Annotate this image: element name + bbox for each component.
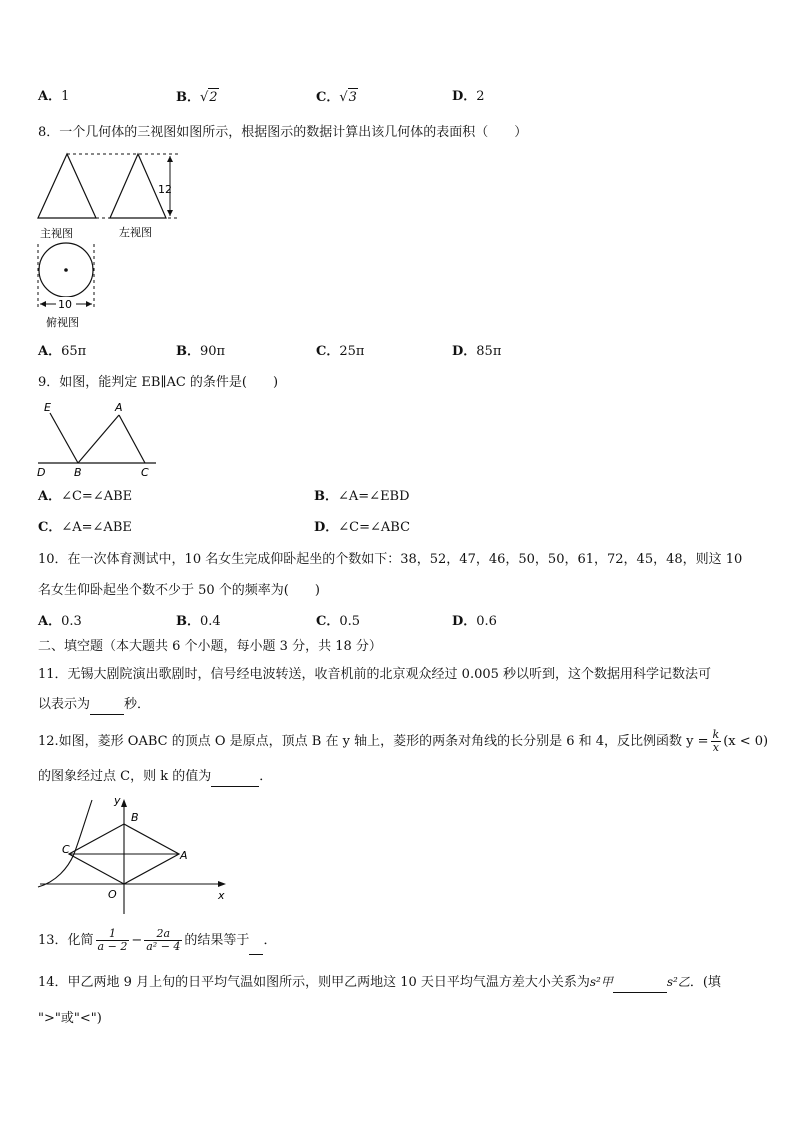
q7-option-c: C．√ 3 bbox=[316, 90, 357, 105]
q9-option-d: D．∠C=∠ABC bbox=[314, 520, 411, 535]
q9-stem: 9．如图，能判定 EB∥AC 的条件是( ) bbox=[38, 375, 279, 390]
q14-line2: ">"或"<") bbox=[38, 1011, 102, 1026]
answer-blank[interactable] bbox=[211, 768, 259, 787]
arrow-down-icon bbox=[167, 210, 173, 216]
q9-figure bbox=[30, 398, 170, 480]
q7-option-b: B．√ 2 bbox=[176, 90, 218, 105]
q9-option-c: C．∠A=∠ABE bbox=[38, 520, 132, 535]
line-ac bbox=[119, 415, 145, 463]
q11-line1: 11．无锡大剧院演出歌剧时，信号经电波转送，收音机前的北京观众经过 0.005 秒以听到，这个数据用科学记数法可 bbox=[38, 667, 712, 682]
q8-option-c: C．25π bbox=[316, 344, 365, 359]
variance-yi: s²乙 bbox=[666, 975, 690, 989]
q7-option-d: D．2 bbox=[452, 89, 485, 104]
height-label: 12 bbox=[158, 183, 172, 196]
q8-three-view-figure bbox=[30, 148, 190, 338]
front-view-label: 主视图 bbox=[40, 227, 73, 240]
point-a-label: A bbox=[115, 401, 123, 414]
point-b-label: B bbox=[131, 811, 139, 824]
answer-blank[interactable] bbox=[90, 696, 124, 715]
sqrt-symbol: √ 3 bbox=[339, 90, 357, 105]
q8-option-a: A．65π bbox=[38, 344, 87, 359]
q9-option-b: B．∠A=∠EBD bbox=[314, 489, 410, 504]
variance-jia: s²甲 bbox=[589, 975, 613, 989]
q9-option-a: A．∠C=∠ABE bbox=[38, 489, 133, 504]
arrow-up-icon bbox=[167, 156, 173, 162]
q8-stem: 8．一个几何体的三视图如图所示，根据图示的数据计算出该几何体的表面积（ ） bbox=[38, 125, 528, 140]
q10-option-b: B．0.4 bbox=[176, 614, 221, 629]
x-axis-label: x bbox=[218, 889, 225, 902]
k-over-x-fraction: $\frac{k}{x}$ bbox=[712, 728, 720, 754]
diameter-label: 10 bbox=[58, 298, 72, 311]
answer-blank[interactable] bbox=[249, 928, 263, 955]
q13-line: 13．化简 $\frac{1}{a - 2}$ − $\frac{2a}{\text{a² − 4}}$ 的结果等于 ． bbox=[38, 927, 277, 953]
point-d-label: D bbox=[37, 466, 46, 479]
point-b-label: B bbox=[74, 466, 82, 479]
point-c-label: C bbox=[141, 466, 149, 479]
center-dot bbox=[64, 268, 68, 272]
point-o-label: O bbox=[108, 888, 117, 901]
q8-option-b: B．90π bbox=[176, 344, 226, 359]
q11-line2: 以表示为 秒． bbox=[38, 696, 150, 715]
q10-option-a: A．0.3 bbox=[38, 614, 82, 629]
q8-option-d: D．85π bbox=[452, 344, 502, 359]
q10-option-c: C．0.5 bbox=[316, 614, 361, 629]
q10-stem-line1: 10．在一次体育测试中，10 名女生完成仰卧起坐的个数如下：38，52，47，46，50，50，61，72，45，48，则这 10 bbox=[38, 552, 743, 567]
q7-option-a: A．1 bbox=[38, 89, 70, 104]
fraction-2: $\frac{2a}{\text{a² − 4}}$ bbox=[146, 927, 181, 953]
x-axis-arrow-icon bbox=[218, 881, 226, 887]
arrow-right-icon bbox=[86, 301, 92, 307]
q10-stem-line2: 名女生仰卧起坐个数不少于 50 个的频率为( ) bbox=[38, 583, 320, 598]
answer-blank[interactable] bbox=[613, 974, 667, 993]
fraction-1: $\frac{1}{a - 2}$ bbox=[97, 927, 128, 953]
point-e-label: E bbox=[44, 401, 51, 414]
y-axis-label: y bbox=[114, 794, 121, 807]
y-axis-arrow-icon bbox=[121, 799, 127, 807]
front-view-triangle bbox=[38, 154, 96, 218]
q14-line1: 14．甲乙两地 9 月上旬的日平均气温如图所示，则甲乙两地这 10 天日平均气温方差大小关系为s²甲 s²乙．(填 bbox=[38, 973, 721, 993]
q12-line2: 的图象经过点 C，则 k 的值为 ． bbox=[38, 768, 272, 787]
section-heading: 二、填空题（本大题共 6 个小题，每小题 3 分，共 18 分） bbox=[38, 639, 382, 654]
line-eb bbox=[50, 413, 78, 463]
sqrt-symbol: √ 2 bbox=[200, 90, 218, 105]
top-view-label: 俯视图 bbox=[46, 316, 79, 329]
point-c-label: C bbox=[62, 843, 70, 856]
left-view-label: 左视图 bbox=[119, 226, 152, 239]
point-a-label: A bbox=[180, 849, 188, 862]
arrow-left-icon bbox=[40, 301, 46, 307]
q12-line1: 12.如图，菱形 OABC 的顶点 O 是原点，顶点 B 在 y 轴上，菱形的两条对角线的长分别是 6 和 4，反比例函数 y = $\frac{k}{x}$ (x < 0) bbox=[38, 728, 769, 754]
q12-figure bbox=[34, 790, 234, 918]
q10-option-d: D．0.6 bbox=[452, 614, 497, 629]
line-ba bbox=[78, 415, 119, 463]
